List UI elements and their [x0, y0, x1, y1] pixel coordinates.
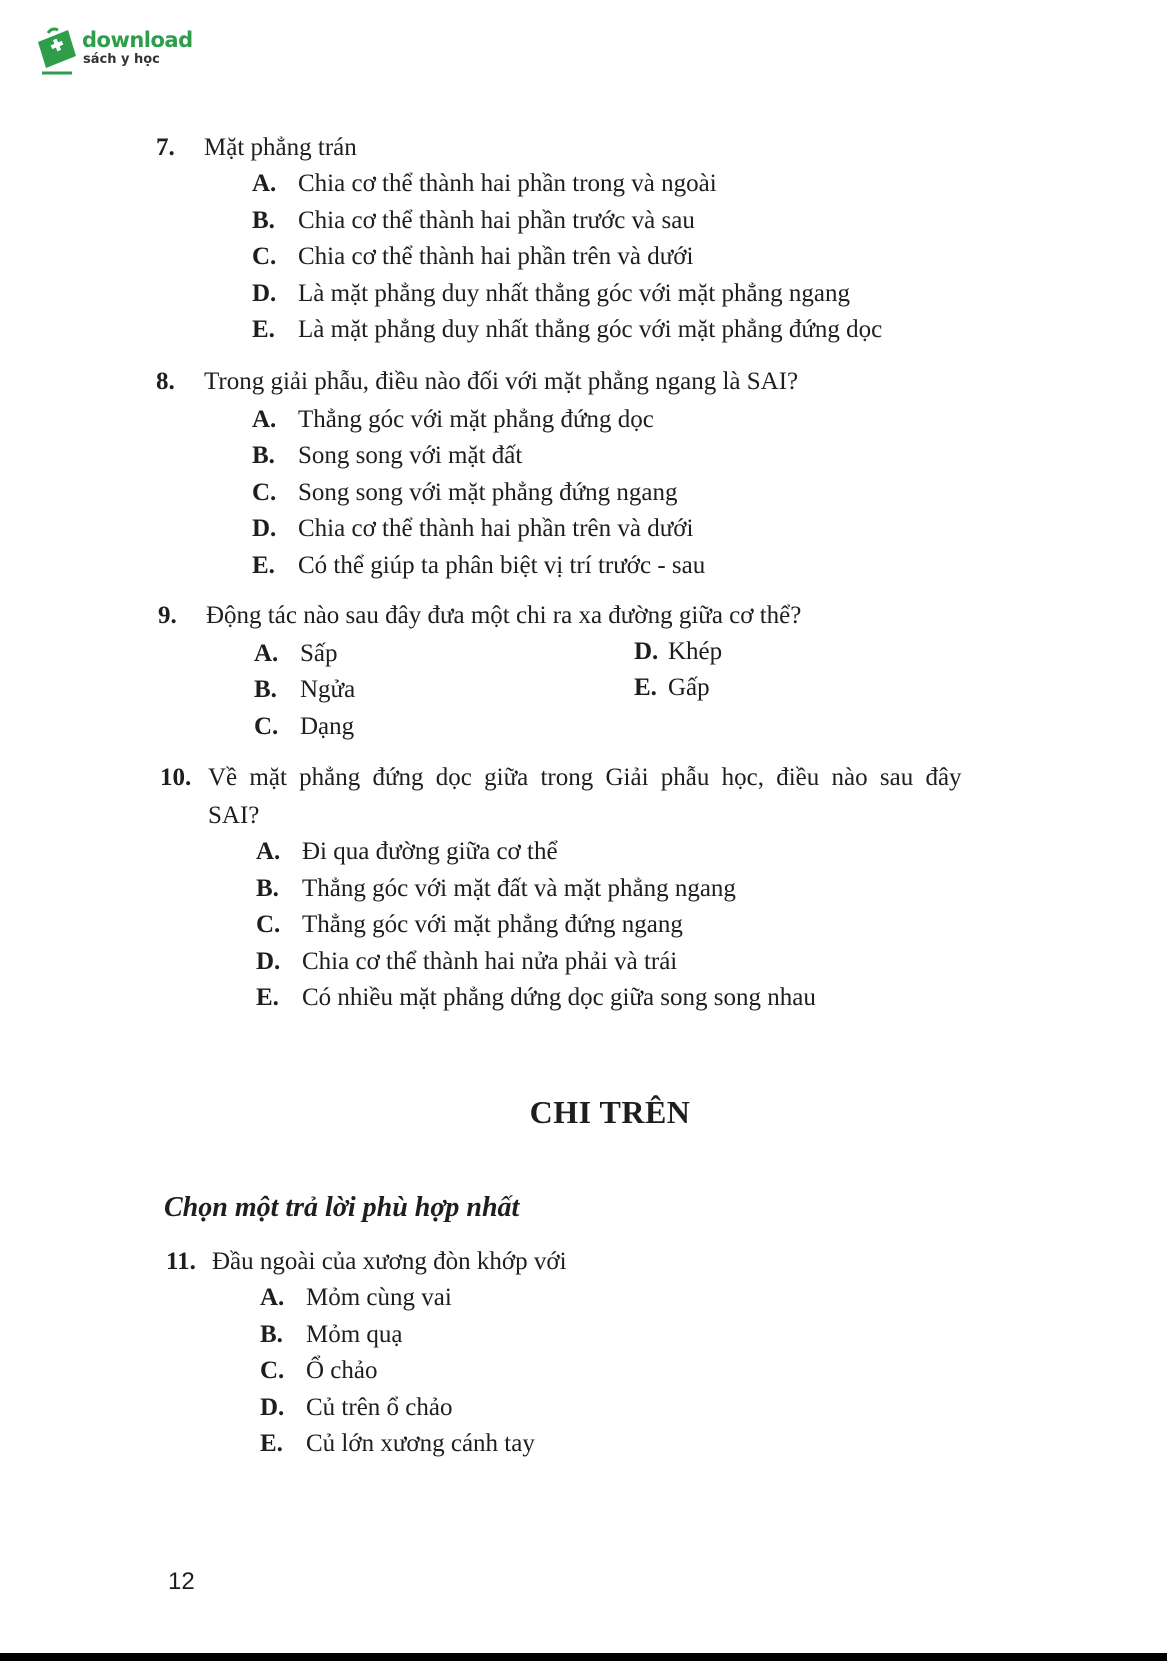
- question-8-stem: [156, 368, 798, 396]
- q9-option-c: C. Dạng: [254, 713, 355, 740]
- question-number: 10.: [160, 764, 192, 791]
- medical-kit-icon: [34, 26, 80, 76]
- q9-option-e: E. Gấp: [634, 674, 710, 701]
- q9-option-b: B. Ngửa: [254, 676, 356, 703]
- q10-option-c: C. Thẳng góc với mặt phẳng đứng ngang: [256, 911, 683, 938]
- question-9-stem: [158, 602, 801, 630]
- question-text: SAI?: [208, 802, 260, 829]
- q10-option-d: D. Chia cơ thể thành hai nửa phải và trái: [256, 948, 678, 975]
- q7-option-d: D. Là mặt phẳng duy nhất thẳng góc với mặt phẳng ngang: [252, 280, 850, 307]
- logo-wordmark: download: [82, 28, 193, 52]
- question-number: 8.: [156, 368, 175, 395]
- section-title: CHI TRÊN: [529, 1094, 691, 1130]
- q8-option-e: E. Có thể giúp ta phân biệt vị trí trước - sau: [252, 552, 706, 579]
- q9-option-d: D. Khép: [634, 638, 723, 665]
- q11-option-b: B. Mỏm quạ: [260, 1321, 403, 1348]
- instruction-heading: Chọn một trả lời phù hợp nhất: [164, 1192, 520, 1223]
- logo-subtitle: sách y học: [83, 52, 160, 67]
- question-10-stem-continued: [208, 802, 259, 830]
- question-text: Mặt phẳng trán: [204, 134, 357, 161]
- page-number: 12: [168, 1568, 195, 1595]
- q10-option-a: A. Đi qua đường giữa cơ thể: [256, 838, 558, 865]
- scan-border: [0, 1653, 1167, 1661]
- download-sach-y-hoc-logo: [34, 26, 204, 78]
- question-10-stem: [160, 764, 962, 792]
- q10-option-e: E. Có nhiều mặt phẳng dứng dọc giữa song song nhau: [256, 984, 816, 1011]
- question-text: Trong giải phẫu, điều nào đối với mặt phẳng ngang là SAI?: [204, 368, 799, 395]
- question-text: Động tác nào sau đây đưa một chi ra xa đường giữa cơ thể?: [206, 602, 802, 629]
- q7-option-b: B. Chia cơ thể thành hai phần trước và sau: [252, 207, 695, 234]
- q8-option-b: B. Song song với mặt đất: [252, 442, 523, 469]
- q10-option-b: B. Thẳng góc với mặt đất và mặt phẳng ngang: [256, 875, 736, 902]
- question-number: 9.: [158, 602, 177, 629]
- question-text: Về mặt phẳng đứng dọc giữa trong Giải phẫu học, điều nào sau đây: [208, 764, 962, 791]
- q9-option-a: A. Sấp: [254, 640, 338, 667]
- q7-option-c: C. Chia cơ thể thành hai phần trên và dưới: [252, 243, 694, 270]
- q11-option-a: A. Mỏm cùng vai: [260, 1284, 452, 1311]
- q11-option-c: C. Ổ chảo: [260, 1357, 378, 1384]
- q11-option-d: D. Củ trên ổ chảo: [260, 1394, 453, 1421]
- q7-option-e: E. Là mặt phẳng duy nhất thẳng góc với mặt phẳng đứng dọc: [252, 316, 883, 343]
- q8-option-a: A. Thẳng góc với mặt phẳng đứng dọc: [252, 406, 654, 433]
- question-text: Đầu ngoài của xương đòn khớp với: [212, 1248, 567, 1275]
- q8-option-d: D. Chia cơ thể thành hai phần trên và dưới: [252, 515, 694, 542]
- question-11-stem: [166, 1248, 567, 1276]
- q11-option-e: E. Củ lớn xương cánh tay: [260, 1430, 535, 1457]
- q8-option-c: C. Song song với mặt phẳng đứng ngang: [252, 479, 678, 506]
- question-7-stem: [156, 134, 357, 162]
- question-number: 7.: [156, 134, 175, 161]
- q7-option-a: A. Chia cơ thể thành hai phần trong và ngoài: [252, 170, 717, 197]
- question-number: 11.: [166, 1248, 196, 1275]
